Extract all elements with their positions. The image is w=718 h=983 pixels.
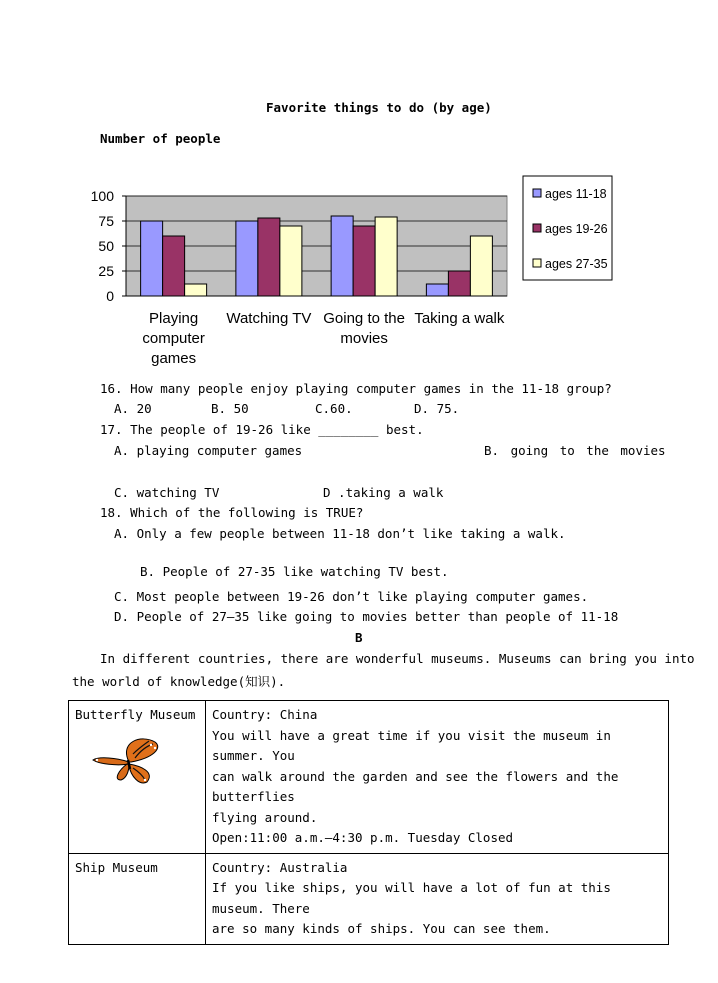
question-18-option-c: C. Most people between 19-26 don’t like playing computer games. <box>114 589 589 604</box>
x-labels <box>142 310 505 367</box>
y-tick-label: 50 <box>98 238 114 254</box>
x-tick-label: games <box>151 350 197 367</box>
museum-description-line: If you like ships, you will have a lot of fun at this museum. There <box>212 880 611 916</box>
bar <box>141 221 163 296</box>
y-tick-label: 100 <box>90 188 114 204</box>
y-axis-label: Number of people <box>100 131 221 146</box>
bar <box>280 226 302 296</box>
museum-description-line: can walk around the garden and see the flowers and the butterflies <box>212 768 619 804</box>
bar <box>353 226 375 296</box>
bar <box>185 284 207 296</box>
legend-swatch <box>533 189 541 197</box>
legend-swatch <box>533 224 541 232</box>
bar <box>426 284 448 296</box>
museum-country: Country: Australia <box>212 859 348 875</box>
museum-description-line: flying around. <box>212 809 318 825</box>
museum-description-line: You will have a great time if you visit the museum in summer. You <box>212 727 611 763</box>
museum-name: Ship Museum <box>75 859 158 875</box>
bar <box>470 236 492 296</box>
question-18-stem: 18. Which of the following is TRUE? <box>100 505 364 520</box>
bar <box>375 217 397 296</box>
section-b-heading: B <box>355 630 363 645</box>
question-18-option-b: B. People of 27-35 like watching TV best. <box>140 564 449 579</box>
question-17-option-a: A. playing computer games <box>114 443 303 458</box>
question-16-option-c: C.60. <box>315 401 353 416</box>
x-tick-label: Taking a walk <box>414 310 505 327</box>
museums-table <box>68 700 669 945</box>
question-17-option-c: C. watching TV <box>114 485 220 500</box>
bar <box>236 221 258 296</box>
x-tick-label: Going to the <box>323 310 405 327</box>
y-tick-label: 75 <box>98 213 114 229</box>
question-17-option-b: B. going to the movies <box>484 443 666 458</box>
bar <box>448 271 470 296</box>
question-17-option-d: D .taking a walk <box>323 485 444 500</box>
question-16-option-a: A. 20 <box>114 401 152 416</box>
museum-name-cell <box>69 701 206 854</box>
museum-info-cell <box>206 701 669 854</box>
question-16-option-d: D. 75. <box>414 401 460 416</box>
bar-chart <box>0 0 718 380</box>
museum-name-cell <box>69 853 206 944</box>
question-16-stem: 16. How many people enjoy playing computer games in the 11-18 group? <box>100 381 612 396</box>
table-row <box>69 701 669 854</box>
y-tick-label: 0 <box>106 288 114 304</box>
legend <box>523 176 612 280</box>
x-tick-label: computer <box>142 330 205 347</box>
x-tick-label: movies <box>340 330 388 347</box>
bar <box>258 218 280 296</box>
x-tick-label: Playing <box>149 310 199 327</box>
question-16-option-b: B. 50 <box>211 401 249 416</box>
museum-info-cell <box>206 853 669 944</box>
question-18-option-a: A. Only a few people between 11-18 don’t like taking a walk. <box>114 526 566 541</box>
legend-label: ages 19-26 <box>545 222 608 236</box>
chart-title: Favorite things to do (by age) <box>266 100 492 115</box>
section-b-intro-line-1: In different countries, there are wonderful museums. Museums can bring you into <box>100 651 695 666</box>
butterfly-icon <box>89 736 169 786</box>
section-b-intro-line-2: the world of knowledge(知识). <box>72 674 286 689</box>
question-17-stem: 17. The people of 19-26 like ________ best. <box>100 422 424 437</box>
bar <box>331 216 353 296</box>
legend-swatch <box>533 259 541 267</box>
legend-label: ages 11-18 <box>545 187 607 201</box>
y-tick-label: 25 <box>98 263 114 279</box>
question-18-option-d: D. People of 27—35 like going to movies better than people of 11-18 <box>114 609 619 624</box>
bar <box>163 236 185 296</box>
y-ticks <box>91 188 126 304</box>
museum-hours: Open:11:00 a.m.—4:30 p.m. Tuesday Closed <box>212 830 514 845</box>
legend-label: ages 27-35 <box>545 257 608 271</box>
museum-name: Butterfly Museum <box>75 707 196 722</box>
x-tick-label: Watching TV <box>226 310 312 327</box>
table-row <box>69 853 669 944</box>
museum-country: Country: China <box>212 707 318 722</box>
museum-description-line: are so many kinds of ships. You can see them. <box>212 921 551 936</box>
